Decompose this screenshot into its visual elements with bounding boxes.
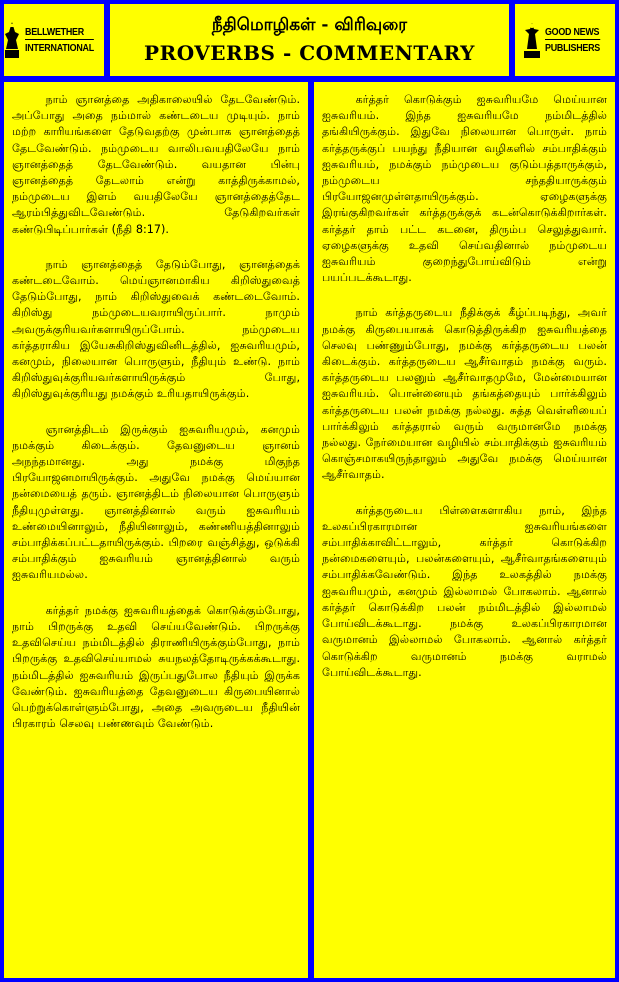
right-logo-line2: PUBLISHERS bbox=[545, 39, 600, 55]
paragraph: நாம் கர்த்தருடைய நீதிக்குக் கீழ்ப்படிந்து, அவர் நமக்கு கிருபையாகக் கொடுத்திருக்கிற ஐசுவரியத்தை செலவு பண்ணும்போது, நமக்கு கர்த்தருடைய பலன் கிடைக்கும். கர்த்தருடைய ஆசீர்வாதம் நமக்கு வரும். கர்த்தருடைய பலனும் ஆசீர்வாதமுமே, மேன்மையான ஐசுவரியம். பொன்னையும் தங்கத்தையும் பார்க்கிலும் கர்த்தருடைய பலன் நமக்கு நல்லது. சுத்த வெள்ளியைப் பார்க்கிலும் கர்த்தரால் வரும் வருமானமே நமக்கு நல்லது. நேர்மையான வழியில் சம்பாதிக்கும் ஐசுவரியம் கொஞ்சமாகயிருந்தாலும் அதுவே நமக்கு மெய்யான ஆசீர்வாதம். bbox=[322, 306, 607, 482]
bellwether-logo bbox=[4, 4, 104, 76]
good-news-emblem-icon bbox=[521, 20, 543, 60]
left-logo-line1: BELLWETHER bbox=[25, 26, 85, 38]
paragraph: ஞானத்திடம் இருக்கும் ஐசுவரியமும், கனமும் நமக்கும் கிடைக்கும். தேவனுடைய ஞானம் அநந்தமானது. அது நமக்கு மிகுந்த பிரயோஜனமாயிருக்கும். அதுவே நமக்கு மெய்யான நன்மையைத் தரும். ஞானத்திடம் நிலையான பொருளும் நீதியுமுள்ளது. ஞானத்தினால் வரும் ஐசுவரியம் உண்மையினாலும், நீதியினாலும், கண்ணியத்தினாலும் சம்பாதிக்கப்பட்டதாயிருக்கும். பிறரை வஞ்சித்து, ஒடுக்கி சம்பாதிக்கும் ஐசுவரியம் ஞானத்தினால் வரும் ஐசுவரியமல்ல. bbox=[12, 422, 300, 582]
title-tamil: நீதிமொழிகள் - விரிவுரை bbox=[211, 15, 408, 35]
left-logo-line2: INTERNATIONAL bbox=[25, 39, 94, 55]
paragraph: கர்த்தர் நமக்கு ஐசுவரியத்தைக் கொடுக்கும்போது, நாம் பிறருக்கு உதவி செய்யவேண்டும். பிறருக்கு உதவிசெய்ய நம்மிடத்தில் திராணியிருக்கும்போது, நாம் பிறருக்கு உதவிசெய்யாமல் சுயநலத்தோடிருக்கக்கூடாது. நம்மிடத்தில் ஐசுவரியம் இருப்பதுபோல நீதியும் இருக்க வேண்டும். ஐசுவரியத்தை தேவனுடைய கிருபையினால் பெற்றுக்கொள்ளும்போது, அதை அவருடைய நீதியின் பிரகாரம் செலவு பண்ணவும் வேண்டும். bbox=[12, 603, 300, 731]
paragraph: நாம் ஞானத்தைத் தேடும்போது, ஞானத்தைக் கண்டடைவோம். மெய்ஞானமாகிய கிறிஸ்துவைத் தேடும்போது, நாம் கிறிஸ்துவைக் கண்டடைவோம். கிறிஸ்து நம்முடையவராயிருப்பார். நாமும் அவருக்குரியவர்களாயிருப்போம். நம்முடைய கர்த்தராகிய இயேசுகிறிஸ்துவினிடத்தில், ஐசுவரியமும், கனமும், நிலையான பொருளும், நீதியும் உண்டு. நாம் கிறிஸ்துவுக்குரியவர்களாயிருக்கும் போது, கிறிஸ்துவுக்குரியது நமக்கும் உரியதாயிருக்கும். bbox=[12, 257, 300, 401]
good-news-logo bbox=[515, 4, 615, 76]
paragraph: கர்த்தர் கொடுக்கும் ஐசுவரியமே மெய்யான ஐசுவரியம். இந்த ஐசுவரியமே நம்மிடத்தில் தங்கியிருக்கும். இதுவே நிலையான பொருள். நாம் கர்த்தருக்குப் பயந்து நீதியான வழிகளில் சம்பாதிக்கும் ஐசுவரியம், நமக்கும் நம்முடைய குடும்பத்தாருக்கும், நம்முடைய சந்ததியாருக்கும் பிரயோஜனமுள்ளதாயிருக்கும். ஏழைகளுக்கு இரங்குகிறவர்கள் கர்த்தருக்குக் கடன்கொடுக்கிறார்கள். கர்த்தர் தாம் பட்ட கடனை, திரும்ப செலுத்துவார். ஏழைகளுக்கு உதவி செய்வதினால் நம்முடைய ஐசுவரியம் குறைந்துபோய்விடும் என்று பயப்படக்கூடாது. bbox=[322, 93, 607, 285]
title-english: PROVERBS - COMMENTARY bbox=[144, 41, 475, 65]
right-text-column bbox=[314, 82, 615, 978]
paragraph: கர்த்தருடைய பிள்ளைகளாகிய நாம், இந்த உலகப்பிரகாரமான ஐசுவரியங்களை சம்பாதிக்காவிட்டாலும், கர்த்தர் கொடுக்கிற நன்மைகளையும், பலன்களையும், ஆசீர்வாதங்களையும் சம்பாதிக்கவேண்டும். இந்த உலகத்தில் நமக்கு ஐசுவரியமும், கனமும் இல்லாமல் போகலாம். ஆனால் கர்த்தர் கொடுக்கிற பலன் நம்மிடத்தில் இல்லாமல் போய்விடக்கூடாது. நமக்கு உலகப்பிரகாரமான வருமானம் இல்லாமல் போகலாம். ஆனால் கர்த்தர் கொடுக்கிற வருமானம் நமக்கு வராமல் போய்விடக்கூடாது. bbox=[322, 503, 607, 679]
page-title-box bbox=[110, 4, 509, 76]
right-logo-line1: GOOD NEWS bbox=[544, 26, 599, 38]
bellwether-emblem-icon bbox=[1, 20, 23, 60]
paragraph: நாம் ஞானத்தை அதிகாலையில் தேடவேண்டும். அப்போது அதை நம்மால் கண்டடைய முடியும். நாம் மற்ற காரியங்களை தேடுவதற்கு முன்பாக ஞானத்தைத் தேடவேண்டும். நம்முடைய வாலிபவயதிலேயே நாம் ஞானத்தைத் தேடவேண்டும். வயதான பின்பு ஞானத்தைத் தேடலாம் என்று காத்திருக்காமல், நம்முடைய இளம் வயதிலேயே ஞானத்தைத்தேட ஆரம்பித்துவிடவேண்டும். தேடுகிறவர்கள் கண்டுபிடிப்பார்கள் (நீதி 8:17). bbox=[12, 93, 300, 236]
left-text-column bbox=[4, 82, 308, 978]
